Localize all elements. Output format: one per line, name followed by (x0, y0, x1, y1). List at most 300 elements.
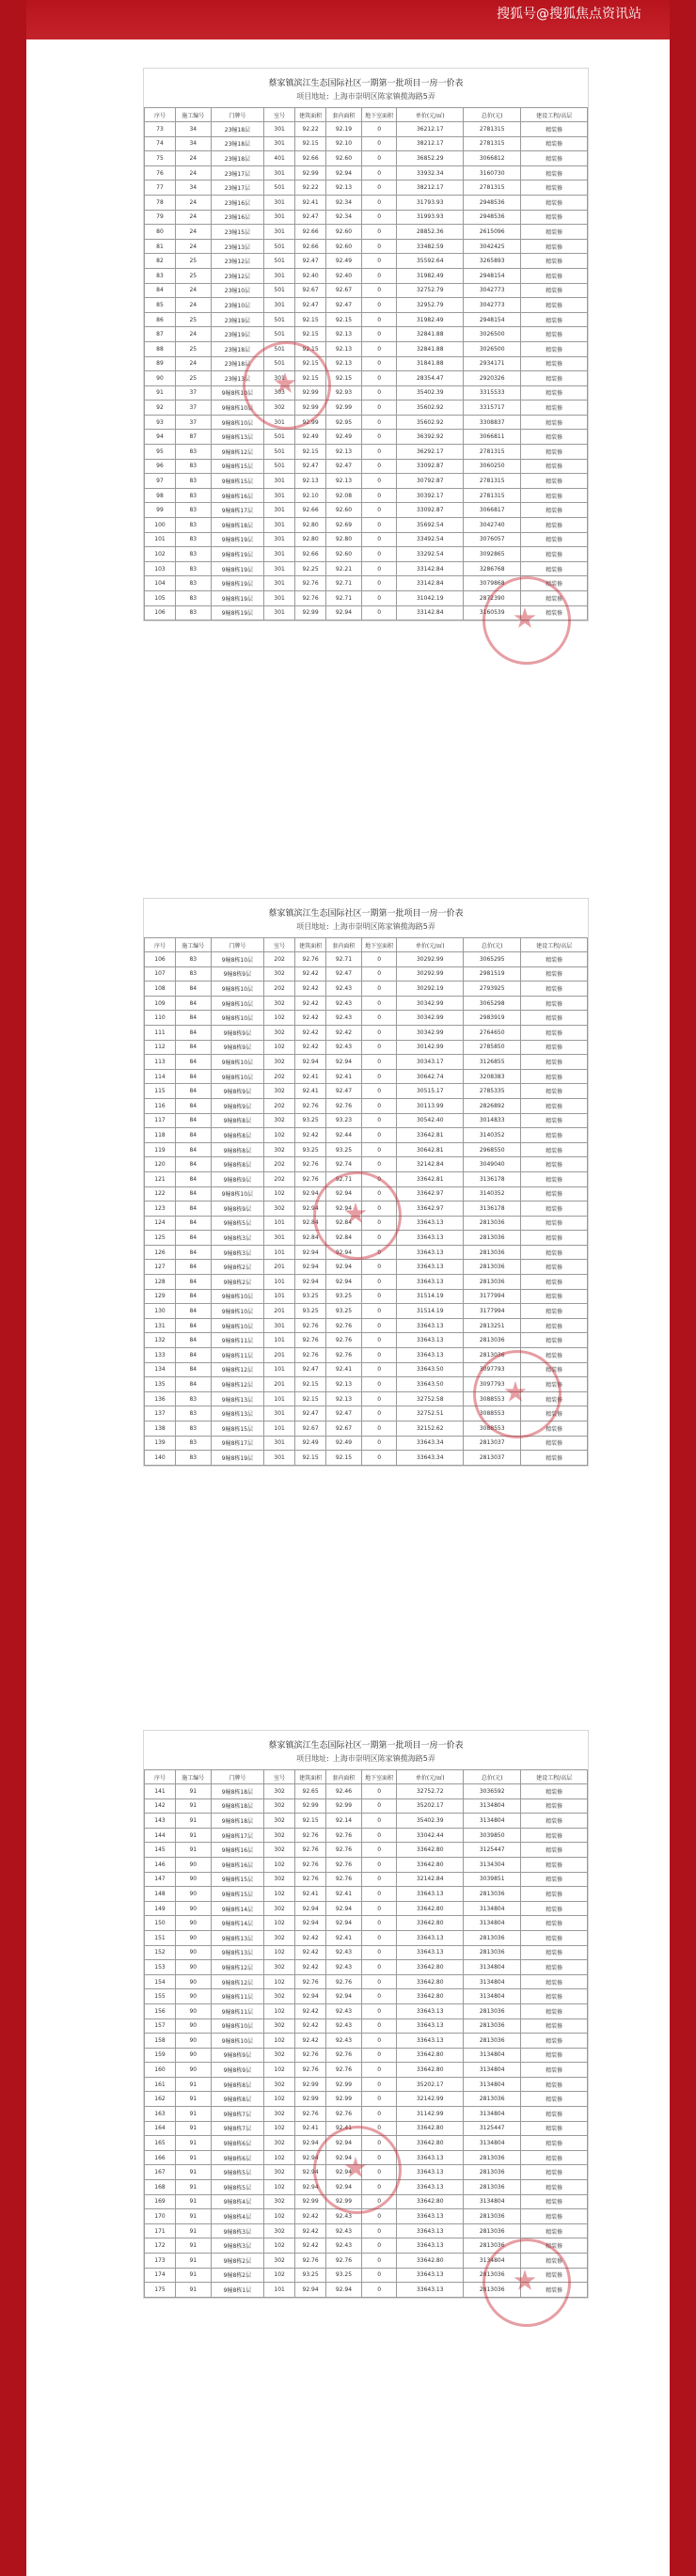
table-cell: 83 (175, 474, 211, 489)
table-cell: 92.15 (326, 371, 362, 386)
table-cell: 92.76 (326, 2063, 362, 2078)
table-cell: 301 (264, 195, 295, 210)
table-cell: 0 (361, 1391, 397, 1406)
price-table (144, 1769, 588, 2298)
table-cell: 83 (175, 605, 211, 620)
table-cell: 精装修 (521, 1391, 588, 1406)
table-cell: 32142.84 (397, 1157, 464, 1172)
table-cell: 105 (145, 591, 176, 606)
table-cell: 33643.34 (397, 1436, 464, 1451)
table-cell: 34 (175, 181, 211, 196)
table-cell: 87 (175, 430, 211, 445)
table-cell: 精装修 (521, 1186, 588, 1202)
table-cell: 9幢8栋19层 (211, 1451, 264, 1466)
table-cell: 9幢8栋14层 (211, 1916, 264, 1931)
table-cell: 131 (145, 1318, 176, 1333)
table-cell: 2813036 (464, 2034, 521, 2049)
table-cell: 115 (145, 1084, 176, 1099)
table-row (145, 225, 588, 240)
table-cell: 76 (145, 165, 176, 181)
table-cell: 33492.54 (397, 532, 464, 547)
table-cell: 92.94 (295, 2283, 326, 2298)
table-cell: 92.99 (295, 1798, 326, 1814)
table-cell: 501 (264, 356, 295, 371)
table-cell: 37 (175, 401, 211, 416)
table-cell: 0 (361, 1872, 397, 1887)
table-cell: 9幢8栋12层 (211, 1362, 264, 1377)
table-cell: 精装修 (521, 2077, 588, 2092)
table-cell: 精装修 (521, 136, 588, 151)
table-cell: 9幢8栋8层 (211, 1142, 264, 1157)
table-cell: 9幢8栋4层 (211, 2209, 264, 2224)
table-cell: 38212.17 (397, 181, 464, 196)
table-cell: 102 (264, 1040, 295, 1055)
table-cell: 167 (145, 2165, 176, 2180)
table-header-row (145, 108, 588, 122)
table-cell: 33482.59 (397, 239, 464, 254)
table-cell: 精装修 (521, 518, 588, 533)
table-cell: 0 (361, 561, 397, 576)
table-row (145, 1406, 588, 1422)
table-row (145, 1391, 588, 1406)
table-cell: 92.76 (295, 1872, 326, 1887)
table-cell: 9幢8栋11层 (211, 1348, 264, 1363)
table-cell: 92.76 (295, 1171, 326, 1186)
table-cell: 精装修 (521, 1945, 588, 1960)
table-cell: 9幢8栋19层 (211, 605, 264, 620)
table-cell: 102 (264, 2063, 295, 2078)
table-cell: 172 (145, 2238, 176, 2254)
table-cell: 92.94 (295, 2150, 326, 2165)
table-cell: 3134804 (464, 1974, 521, 1989)
table-cell: 92.34 (326, 195, 362, 210)
table-cell: 精装修 (521, 1989, 588, 2004)
table-cell: 92.94 (326, 1901, 362, 1916)
table-cell: 9幢8栋10层 (211, 2034, 264, 2049)
table-cell: 2813036 (464, 1231, 521, 1246)
table-cell: 3026500 (464, 341, 521, 356)
table-cell: 83 (175, 1451, 211, 1466)
table-cell: 92.99 (326, 2092, 362, 2107)
column-header: 施工编号 (175, 938, 211, 952)
table-cell: 24 (175, 327, 211, 342)
table-cell: 90 (175, 2018, 211, 2034)
table-cell: 3097793 (464, 1377, 521, 1392)
table-cell: 9幢8栋2层 (211, 2268, 264, 2283)
table-cell: 92.80 (295, 518, 326, 533)
table-cell: 92.99 (326, 2077, 362, 2092)
table-cell: 162 (145, 2092, 176, 2107)
table-row (145, 1069, 588, 1084)
table-cell: 92.67 (295, 283, 326, 298)
table-cell: 98 (145, 488, 176, 503)
table-cell: 83 (175, 561, 211, 576)
table-cell: 83 (175, 1391, 211, 1406)
table-cell: 91 (175, 2283, 211, 2298)
top-banner (26, 0, 670, 39)
table-cell: 501 (264, 312, 295, 327)
table-cell: 33643.50 (397, 1362, 464, 1377)
table-cell: 0 (361, 225, 397, 240)
table-cell: 0 (361, 518, 397, 533)
table-cell: 108 (145, 982, 176, 997)
table-cell: 3042773 (464, 298, 521, 313)
table-cell: 31982.49 (397, 268, 464, 283)
table-cell: 精装修 (521, 254, 588, 269)
table-row (145, 996, 588, 1011)
table-row (145, 2268, 588, 2283)
price-sheet-page-2 (143, 898, 589, 1467)
table-cell: 92.76 (326, 1828, 362, 1843)
table-cell: 30292.99 (397, 952, 464, 967)
table-cell: 84 (175, 1216, 211, 1231)
table-row (145, 1436, 588, 1451)
table-cell: 92.15 (295, 312, 326, 327)
table-cell: 92.94 (326, 2136, 362, 2151)
table-cell: 92.47 (295, 254, 326, 269)
table-cell: 精装修 (521, 561, 588, 576)
table-cell: 103 (145, 561, 176, 576)
table-cell: 0 (361, 2092, 397, 2107)
table-cell: 34 (175, 122, 211, 137)
table-row (145, 1901, 588, 1916)
table-row (145, 1318, 588, 1333)
table-cell: 102 (264, 2209, 295, 2224)
table-cell: 92.76 (326, 2254, 362, 2269)
table-cell: 0 (361, 2180, 397, 2195)
table-cell: 精装修 (521, 503, 588, 518)
table-cell: 33643.13 (397, 1333, 464, 1348)
table-cell: 84 (175, 1171, 211, 1186)
table-cell: 112 (145, 1040, 176, 1055)
table-cell: 90 (175, 1887, 211, 1902)
table-cell: 0 (361, 371, 397, 386)
table-cell: 128 (145, 1275, 176, 1290)
table-cell: 92.60 (326, 225, 362, 240)
table-row (145, 2063, 588, 2078)
table-cell: 92.99 (326, 2194, 362, 2209)
column-header: 地下室面积 (361, 108, 397, 122)
table-cell: 0 (361, 605, 397, 620)
table-cell: 92.76 (295, 591, 326, 606)
table-cell: 92.71 (326, 1171, 362, 1186)
table-cell: 33643.13 (397, 2165, 464, 2180)
table-cell: 0 (361, 2254, 397, 2269)
table-cell: 2813036 (464, 1930, 521, 1945)
table-cell: 2813036 (464, 1348, 521, 1363)
table-row (145, 1974, 588, 1989)
table-row (145, 415, 588, 430)
table-header-row (145, 938, 588, 952)
table-cell: 92.42 (295, 2003, 326, 2018)
column-header: 门牌号 (211, 108, 264, 122)
table-cell: 301 (264, 225, 295, 240)
table-cell: 92.42 (295, 982, 326, 997)
table-cell: 92.71 (326, 591, 362, 606)
table-cell: 501 (264, 239, 295, 254)
table-cell: 23幢18层 (211, 341, 264, 356)
table-cell: 301 (264, 210, 295, 225)
table-cell: 92.76 (295, 1157, 326, 1172)
table-row (145, 1245, 588, 1260)
table-cell: 301 (264, 298, 295, 313)
table-cell: 158 (145, 2034, 176, 2049)
table-cell: 2781315 (464, 474, 521, 489)
table-cell: 2813251 (464, 1318, 521, 1333)
table-cell: 92.66 (295, 239, 326, 254)
table-cell: 28354.47 (397, 371, 464, 386)
table-cell: 301 (264, 1436, 295, 1451)
table-cell: 169 (145, 2194, 176, 2209)
table-cell: 93.25 (326, 1289, 362, 1304)
table-cell: 9幢8栋14层 (211, 1901, 264, 1916)
table-cell: 91 (175, 2268, 211, 2283)
table-cell: 0 (361, 1304, 397, 1319)
table-cell: 9幢8栋8层 (211, 2092, 264, 2107)
table-cell: 92.43 (326, 982, 362, 997)
table-cell: 302 (264, 1142, 295, 1157)
table-cell: 9幢8栋2层 (211, 1275, 264, 1290)
table-row (145, 445, 588, 460)
table-cell: 92.42 (295, 1011, 326, 1026)
table-cell: 92.67 (295, 1422, 326, 1437)
table-cell: 3177994 (464, 1289, 521, 1304)
table-cell: 173 (145, 2254, 176, 2269)
table-cell: 84 (175, 1333, 211, 1348)
table-cell: 79 (145, 210, 176, 225)
table-cell: 精装修 (521, 2136, 588, 2151)
page-title: 蔡家镇滨江生态国际社区一期第一批项目一房一价表 (268, 79, 464, 88)
table-cell: 93.25 (295, 1142, 326, 1157)
table-cell: 30292.99 (397, 966, 464, 982)
table-cell: 102 (264, 2034, 295, 2049)
table-cell: 302 (264, 2048, 295, 2063)
table-cell: 90 (175, 1872, 211, 1887)
table-cell: 35692.54 (397, 518, 464, 533)
table-row (145, 1055, 588, 1070)
table-header-row (145, 1770, 588, 1784)
table-cell: 2813036 (464, 1245, 521, 1260)
table-cell: 31514.19 (397, 1289, 464, 1304)
table-cell: 302 (264, 1901, 295, 1916)
table-cell: 0 (361, 1960, 397, 1975)
table-cell: 2813037 (464, 1451, 521, 1466)
table-cell: 84 (175, 1275, 211, 1290)
table-cell: 137 (145, 1406, 176, 1422)
table-cell: 37 (175, 415, 211, 430)
column-header: 单价(元/㎡) (397, 108, 464, 122)
table-cell: 160 (145, 2063, 176, 2078)
table-cell: 2813036 (464, 2150, 521, 2165)
table-cell: 33642.80 (397, 2063, 464, 2078)
table-cell: 84 (175, 1142, 211, 1157)
table-cell: 101 (264, 2283, 295, 2298)
table-cell: 3092865 (464, 547, 521, 562)
table-cell: 精装修 (521, 2283, 588, 2298)
table-cell: 0 (361, 1289, 397, 1304)
table-cell: 3125447 (464, 2121, 521, 2136)
table-cell: 92.15 (295, 1451, 326, 1466)
table-cell: 92.99 (295, 385, 326, 401)
table-cell: 9幢8栋10层 (211, 996, 264, 1011)
table-cell: 23幢19层 (211, 312, 264, 327)
table-cell: 159 (145, 2048, 176, 2063)
table-cell: 0 (361, 151, 397, 166)
table-cell: 101 (264, 1422, 295, 1437)
table-cell: 3140352 (464, 1186, 521, 1202)
table-cell: 102 (264, 2121, 295, 2136)
table-cell: 33642.80 (397, 1916, 464, 1931)
table-cell: 精装修 (521, 1055, 588, 1070)
column-header: 建筑面积 (295, 938, 326, 952)
table-cell: 23幢12层 (211, 254, 264, 269)
table-cell: 精装修 (521, 1406, 588, 1422)
table-row (145, 356, 588, 371)
table-cell: 精装修 (521, 2003, 588, 2018)
column-header: 建筑面积 (295, 108, 326, 122)
table-cell: 9幢8栋18层 (211, 1798, 264, 1814)
table-cell: 301 (264, 474, 295, 489)
table-cell: 301 (264, 268, 295, 283)
table-cell: 92.14 (326, 1814, 362, 1829)
table-cell: 33643.13 (397, 2283, 464, 2298)
table-cell: 0 (361, 982, 397, 997)
table-cell: 93 (145, 415, 176, 430)
table-cell: 9幢8栋13层 (211, 1930, 264, 1945)
table-cell: 9幢8栋4层 (211, 2194, 264, 2209)
table-cell: 302 (264, 1798, 295, 1814)
table-cell: 9幢8栋10层 (211, 415, 264, 430)
table-cell: 9幢8栋17层 (211, 1828, 264, 1843)
table-cell: 302 (264, 1784, 295, 1799)
table-cell: 92.49 (295, 1436, 326, 1451)
table-cell: 9幢8栋9层 (211, 1025, 264, 1040)
table-cell: 302 (264, 1989, 295, 2004)
table-cell: 24 (175, 239, 211, 254)
table-row (145, 1231, 588, 1246)
table-cell: 9幢8栋9层 (211, 1171, 264, 1186)
table-cell: 30342.99 (397, 1011, 464, 1026)
table-cell: 92.84 (326, 1216, 362, 1231)
table-row (145, 605, 588, 620)
table-cell: 83 (145, 268, 176, 283)
table-cell: 92.76 (295, 2254, 326, 2269)
table-cell: 91 (175, 2254, 211, 2269)
table-cell: 92.42 (295, 966, 326, 982)
table-row (145, 1930, 588, 1945)
table-cell: 92.49 (326, 254, 362, 269)
table-cell: 0 (361, 1857, 397, 1872)
table-cell: 3286768 (464, 561, 521, 576)
column-header: 总价(元) (464, 1770, 521, 1784)
table-cell: 92.25 (295, 561, 326, 576)
table-cell: 92.66 (295, 151, 326, 166)
price-sheet-page-1 (143, 68, 589, 621)
table-cell: 2813036 (464, 2209, 521, 2224)
table-cell: 92.42 (295, 1930, 326, 1945)
table-row (145, 966, 588, 982)
table-cell: 0 (361, 2223, 397, 2238)
table-cell: 83 (175, 591, 211, 606)
table-cell: 120 (145, 1157, 176, 1172)
table-cell: 83 (175, 1422, 211, 1437)
table-cell: 301 (264, 1451, 295, 1466)
table-cell: 0 (361, 1245, 397, 1260)
table-cell: 精装修 (521, 1260, 588, 1275)
table-cell: 501 (264, 430, 295, 445)
table-cell: 92.42 (326, 1025, 362, 1040)
table-row (145, 371, 588, 386)
table-cell: 23幢15层 (211, 225, 264, 240)
table-cell: 9幢8栋19层 (211, 561, 264, 576)
table-cell: 92.47 (295, 1362, 326, 1377)
table-cell: 92.47 (326, 1084, 362, 1099)
column-header: 单价(元/㎡) (397, 938, 464, 952)
address-label: 项目地址: (296, 92, 329, 101)
table-cell: 92.40 (326, 268, 362, 283)
column-header: 门牌号 (211, 1770, 264, 1784)
table-cell: 301 (264, 1406, 295, 1422)
table-cell: 33642.80 (397, 1843, 464, 1858)
table-cell: 精装修 (521, 268, 588, 283)
table-cell: 118 (145, 1128, 176, 1143)
table-cell: 91 (175, 1784, 211, 1799)
table-cell: 92.69 (326, 518, 362, 533)
table-cell: 92.43 (326, 1040, 362, 1055)
table-cell: 3125447 (464, 1843, 521, 1858)
table-cell: 92.76 (295, 576, 326, 591)
price-table (144, 937, 588, 1466)
table-cell: 92.13 (326, 356, 362, 371)
table-cell: 92.76 (295, 1348, 326, 1363)
table-cell: 9幢8栋10层 (211, 2018, 264, 2034)
table-cell: 92.41 (295, 2121, 326, 2136)
table-cell: 32752.72 (397, 1784, 464, 1799)
table-cell: 175 (145, 2283, 176, 2298)
table-cell: 301 (264, 415, 295, 430)
table-cell: 23幢16层 (211, 210, 264, 225)
table-cell: 33643.13 (397, 2150, 464, 2165)
table-cell: 2872390 (464, 591, 521, 606)
table-cell: 0 (361, 1406, 397, 1422)
table-cell: 精装修 (521, 1960, 588, 1975)
table-cell: 25 (175, 371, 211, 386)
table-cell: 精装修 (521, 605, 588, 620)
table-cell: 33643.13 (397, 1348, 464, 1363)
table-cell: 9幢8栋15层 (211, 1872, 264, 1887)
table-cell: 93.25 (295, 1289, 326, 1304)
table-cell: 92.76 (326, 1318, 362, 1333)
table-cell: 92.76 (326, 2107, 362, 2122)
table-cell: 102 (264, 1011, 295, 1026)
table-cell: 2813036 (464, 1216, 521, 1231)
table-cell: 2813036 (464, 1260, 521, 1275)
table-cell: 92.76 (295, 2048, 326, 2063)
table-cell: 30515.17 (397, 1084, 464, 1099)
table-cell: 33643.13 (397, 1260, 464, 1275)
table-cell: 3097793 (464, 1362, 521, 1377)
table-cell: 3014833 (464, 1113, 521, 1128)
table-cell: 3315533 (464, 385, 521, 401)
table-cell: 83 (175, 532, 211, 547)
table-cell: 3315717 (464, 401, 521, 416)
table-row (145, 2121, 588, 2136)
table-cell: 精装修 (521, 1202, 588, 1217)
table-cell: 0 (361, 1843, 397, 1858)
table-cell: 0 (361, 1974, 397, 1989)
table-cell: 33642.97 (397, 1202, 464, 1217)
table-cell: 92.42 (295, 1960, 326, 1975)
